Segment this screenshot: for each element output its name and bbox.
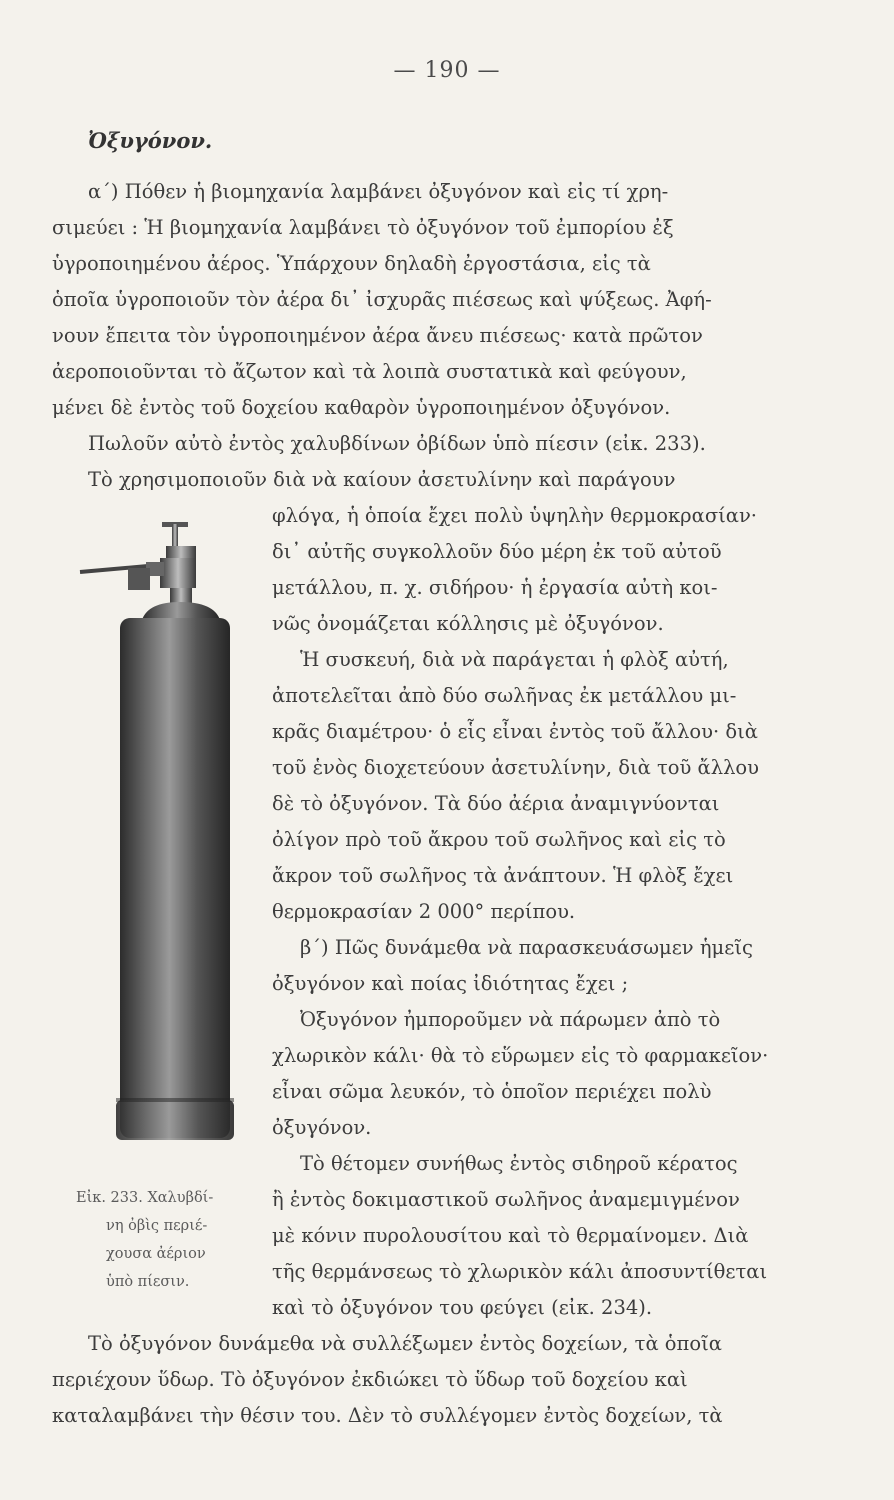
paragraph-line: θερμοκρασίαν 2 000° περίπου.	[272, 900, 576, 923]
paragraph-line: δὲ τὸ ὀξυγόνον. Τὰ δύο ἀέρια ἀναμιγνύονται	[272, 792, 720, 815]
paragraph-line: ἄκρον τοῦ σωλῆνος τὰ ἀνάπτουν. Ἡ φλὸξ ἔχει	[272, 864, 734, 887]
paragraph-line: μὲ κόνιν πυρολουσίτου καὶ τὸ θερμαίνομεν. Διὰ	[272, 1224, 749, 1247]
paragraph-line: περιέχουν ὕδωρ. Τὸ ὀξυγόνον ἐκδιώκει τὸ ὕδωρ τοῦ δοχείου καὶ	[52, 1368, 688, 1391]
paragraph-line: καταλαμβάνει τὴν θέσιν του. Δὲν τὸ συλλέγομεν ἐντὸς δοχείων, τὰ	[52, 1404, 723, 1427]
paragraph-line: α΄) Πόθεν ἡ βιομηχανία λαμβάνει ὀξυγόνον καὶ εἰς τί χρη-	[88, 180, 669, 203]
paragraph-line: ἢ ἐντὸς δοκιμαστικοῦ σωλῆνος ἀναμεμιγμένον	[272, 1188, 740, 1211]
paragraph-line: φλόγα, ἡ ὁποία ἔχει πολὺ ὑψηλὴν θερμοκρασίαν·	[272, 504, 757, 527]
paragraph-line: κρᾶς διαμέτρου· ὁ εἷς εἶναι ἐντὸς τοῦ ἄλλου· διὰ	[272, 720, 758, 743]
paragraph-line: σιμεύει : Ἡ βιομηχανία λαμβάνει τὸ ὀξυγόνον τοῦ ἐμπορίου ἐξ	[52, 216, 674, 239]
figure-caption-line: ὑπὸ πίεσιν.	[106, 1274, 190, 1290]
paragraph-line: Ἡ συσκευή, διὰ νὰ παράγεται ἡ φλὸξ αὐτή,	[300, 648, 729, 671]
oxygen-cylinder-illustration	[70, 510, 270, 1170]
paragraph-line: καὶ τὸ ὀξυγόνον του φεύγει (εἰκ. 234).	[272, 1296, 653, 1319]
paragraph-line: νουν ἔπειτα τὸν ὑγροποιημένον ἀέρα ἄνευ πιέσεως· κατὰ πρῶτον	[52, 324, 703, 347]
paragraph-line: ὀξυγόνον καὶ ποίας ἰδιότητας ἔχει ;	[272, 972, 629, 995]
paragraph-line: εἶναι σῶμα λευκόν, τὸ ὁποῖον περιέχει πολὺ	[272, 1080, 712, 1103]
paragraph-line: Τὸ θέτομεν συνήθως ἐντὸς σιδηροῦ κέρατος	[300, 1152, 738, 1175]
paragraph-line: μετάλλου, π. χ. σιδήρου· ἡ ἐργασία αὐτὴ κοι-	[272, 576, 718, 599]
paragraph-line: ὀξυγόνον.	[272, 1116, 372, 1139]
paragraph-line: ἀεροποιοῦνται τὸ ἄζωτον καὶ τὰ λοιπὰ συστατικὰ καὶ φεύγουν,	[52, 360, 687, 383]
paragraph-line: δι᾽ αὐτῆς συγκολλοῦν δύο μέρη ἐκ τοῦ αὐτοῦ	[272, 540, 722, 563]
paragraph-line: νῶς ὀνομάζεται κόλλησις μὲ ὀξυγόνον.	[272, 612, 664, 635]
paragraph-line: ἀποτελεῖται ἀπὸ δύο σωλῆνας ἐκ μετάλλου μι-	[272, 684, 737, 707]
figure-caption-line: νη ὀβὶς περιέ-	[106, 1218, 208, 1234]
paragraph-line: ὁποῖα ὑγροποιοῦν τὸν ἀέρα δι᾽ ἰσχυρᾶς πιέσεως καὶ ψύξεως. Ἀφή-	[52, 288, 712, 311]
section-title: Ὀξυγόνον.	[88, 128, 213, 153]
paragraph-line: β΄) Πῶς δυνάμεθα νὰ παρασκευάσωμεν ἡμεῖς	[300, 936, 753, 959]
paragraph-line: τοῦ ἑνὸς διοχετεύουν ἀσετυλίνην, διὰ τοῦ ἄλλου	[272, 756, 760, 779]
paragraph-line: ὀλίγον πρὸ τοῦ ἄκρου τοῦ σωλῆνος καὶ εἰς τὸ	[272, 828, 726, 851]
paragraph-line: Ὀξυγόνον ἠμποροῦμεν νὰ πάρωμεν ἀπὸ τὸ	[300, 1008, 721, 1031]
paragraph-line: μένει δὲ ἐντὸς τοῦ δοχείου καθαρὸν ὑγροποιημένον ὀξυγόνον.	[52, 396, 671, 419]
paragraph-line: Τὸ χρησιμοποιοῦν διὰ νὰ καίουν ἀσετυλίνην καὶ παράγουν	[88, 468, 676, 491]
figure-caption-line: Εἰκ. 233. Χαλυβδί-	[76, 1190, 214, 1206]
paragraph-line: Τὸ ὀξυγόνον δυνάμεθα νὰ συλλέξωμεν ἐντὸς δοχείων, τὰ ὁποῖα	[88, 1332, 722, 1355]
paragraph-line: χλωρικὸν κάλι· θὰ τὸ εὕρωμεν εἰς τὸ φαρμακεῖον·	[272, 1044, 769, 1067]
paragraph-line: τῆς θερμάνσεως τὸ χλωρικὸν κάλι ἀποσυντίθεται	[272, 1260, 768, 1283]
page-number: — 190 —	[393, 58, 501, 83]
paragraph-line: ὑγροποιημένου ἀέρος. Ὑπάρχουν δηλαδὴ ἐργοστάσια, εἰς τὰ	[52, 252, 651, 275]
paragraph-line: Πωλοῦν αὐτὸ ἐντὸς χαλυβδίνων ὀβίδων ὑπὸ πίεσιν (εἰκ. 233).	[88, 432, 706, 455]
figure-caption-line: χουσα ἀέριον	[106, 1246, 206, 1262]
